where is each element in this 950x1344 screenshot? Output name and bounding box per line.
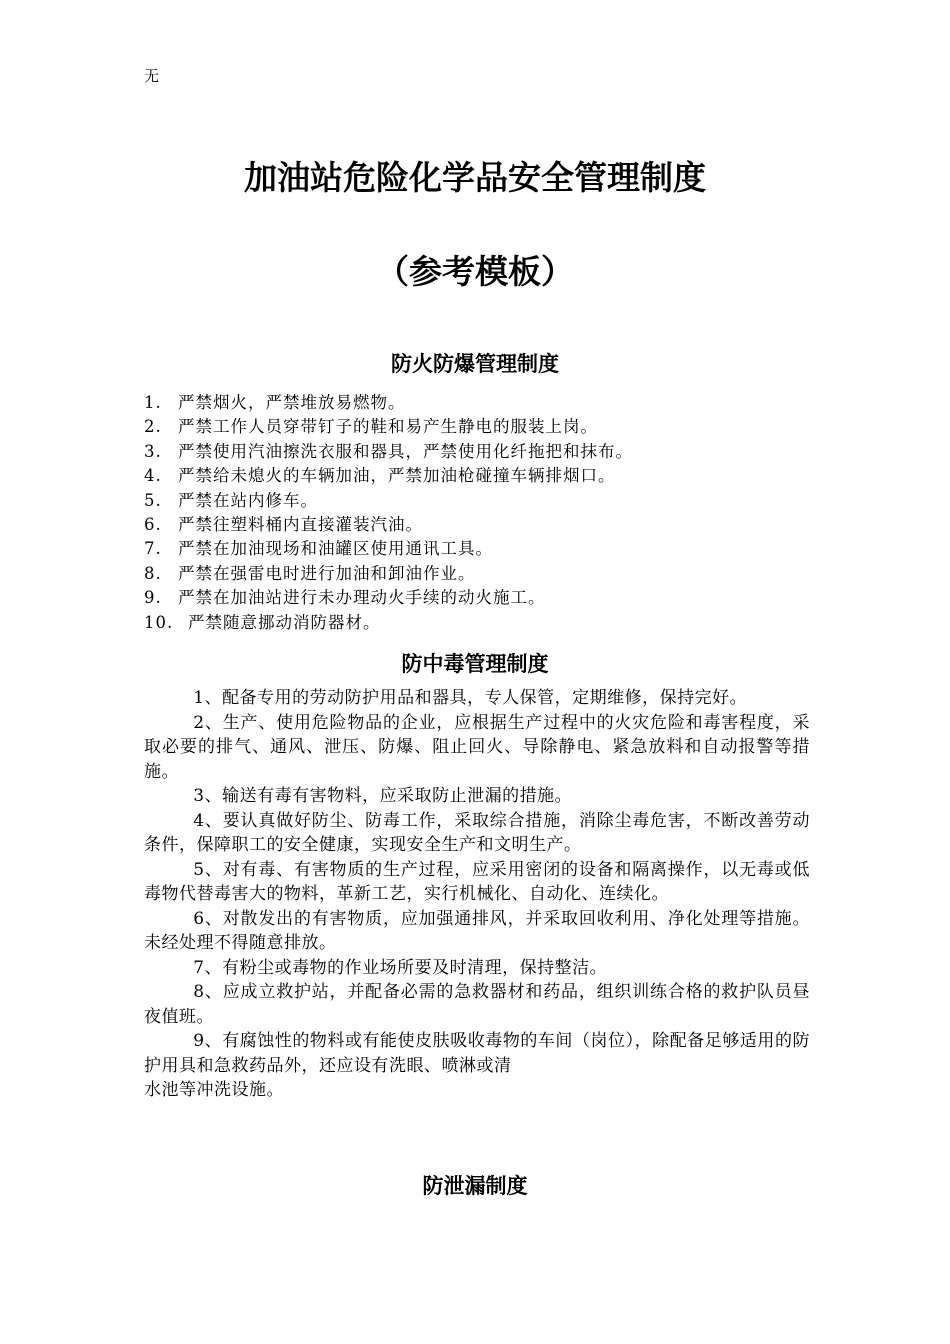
document-subtitle: （参考模板） bbox=[376, 252, 574, 291]
list-item-text: 严禁随意挪动消防器材。 bbox=[188, 612, 381, 632]
list-item-number: 6. bbox=[144, 514, 162, 534]
list-item-number: 5. bbox=[144, 490, 162, 510]
paragraph: 9、有腐蚀性的物料或有能使皮肤吸收毒物的车间（岗位），除配备足够适用的防护用具和急救药品外，还应设有洗眼、喷淋或清 bbox=[144, 1031, 810, 1076]
fire-rules-list bbox=[144, 391, 824, 635]
list-item-number: 7. bbox=[144, 539, 162, 559]
paragraph: 2、生产、使用危险物品的企业，应根据生产过程中的火灾危险和毒害程度，采取必要的排气、通风、泄压、防爆、阻止回火、导除静电、紧急放料和自动报警等措施。 bbox=[144, 712, 810, 782]
section-heading-leak-prevention: 防泄漏制度 bbox=[422, 1174, 528, 1198]
list-item-number: 10. bbox=[144, 612, 174, 632]
paragraph: 3、输送有毒有害物料，应采取防止泄漏的措施。 bbox=[193, 786, 573, 806]
list-item-text: 严禁在强雷电时进行加油和卸油作业。 bbox=[178, 563, 476, 583]
list-item bbox=[144, 415, 824, 439]
list-item bbox=[144, 537, 824, 561]
list-item bbox=[144, 562, 824, 586]
list-item-text: 严禁烟火，严禁堆放易燃物。 bbox=[178, 393, 406, 412]
list-item bbox=[144, 586, 824, 610]
list-item bbox=[144, 513, 824, 537]
header-mark: 无 bbox=[144, 67, 160, 85]
list-item bbox=[144, 464, 824, 488]
paragraph: 7、有粉尘或毒物的作业场所要及时清理，保持整洁。 bbox=[193, 957, 608, 978]
document-title: 加油站危险化学品安全管理制度 bbox=[244, 158, 706, 197]
paragraph: 8、应成立救护站，并配备必需的急救器材和药品，组织训练合格的救护队员昼夜值班。 bbox=[144, 982, 810, 1027]
list-item bbox=[144, 391, 824, 415]
list-item bbox=[144, 440, 824, 464]
list-item-number: 4. bbox=[144, 466, 162, 486]
paragraph: 6、对散发出的有害物质，应加强通排风，并采取回收利用、净化处理等措施。未经处理不得随意排放。 bbox=[144, 908, 810, 953]
paragraph: 5、对有毒、有害物质的生产过程，应采用密闭的设备和隔离操作，以无毒或低毒物代替毒害大的物料，革新工艺，实行机械化、自动化、连续化。 bbox=[144, 859, 810, 904]
list-item-text: 严禁在加油现场和油罐区使用通讯工具。 bbox=[178, 539, 493, 559]
paragraph: 4、要认真做好防尘、防毒工作，采取综合措施，消除尘毒危害，不断改善劳动条件，保障职工的安全健康，实现安全生产和文明生产。 bbox=[144, 810, 810, 855]
list-item-number: 9. bbox=[144, 588, 162, 608]
list-item-number: 8. bbox=[144, 563, 162, 583]
list-item-text: 严禁在加油站进行未办理动火手续的动火施工。 bbox=[178, 588, 546, 608]
poison-rules-body bbox=[144, 686, 810, 1103]
paragraph-continuation: 水池等冲洗设施。 bbox=[144, 1080, 284, 1100]
list-item-text: 严禁工作人员穿带钉子的鞋和易产生静电的服装上岗。 bbox=[178, 417, 598, 437]
list-item bbox=[144, 611, 824, 635]
list-item-text: 严禁使用汽油擦洗衣服和器具，严禁使用化纤拖把和抹布。 bbox=[178, 441, 633, 461]
section-heading-fire-prevention: 防火防爆管理制度 bbox=[391, 352, 559, 376]
list-item-number: 2. bbox=[144, 417, 162, 437]
list-item bbox=[144, 489, 824, 513]
list-item-number: 1. bbox=[144, 393, 162, 412]
section-heading-poison-prevention: 防中毒管理制度 bbox=[401, 652, 549, 676]
paragraph: 1、配备专用的劳动防护用品和器具，专人保管，定期维修，保持完好。 bbox=[193, 688, 748, 708]
list-item-text: 严禁往塑料桶内直接灌装汽油。 bbox=[178, 514, 423, 534]
list-item-text: 严禁在站内修车。 bbox=[178, 490, 318, 510]
list-item-text: 严禁给未熄火的车辆加油，严禁加油枪碰撞车辆排烟口。 bbox=[178, 466, 616, 486]
list-item-number: 3. bbox=[144, 441, 162, 461]
